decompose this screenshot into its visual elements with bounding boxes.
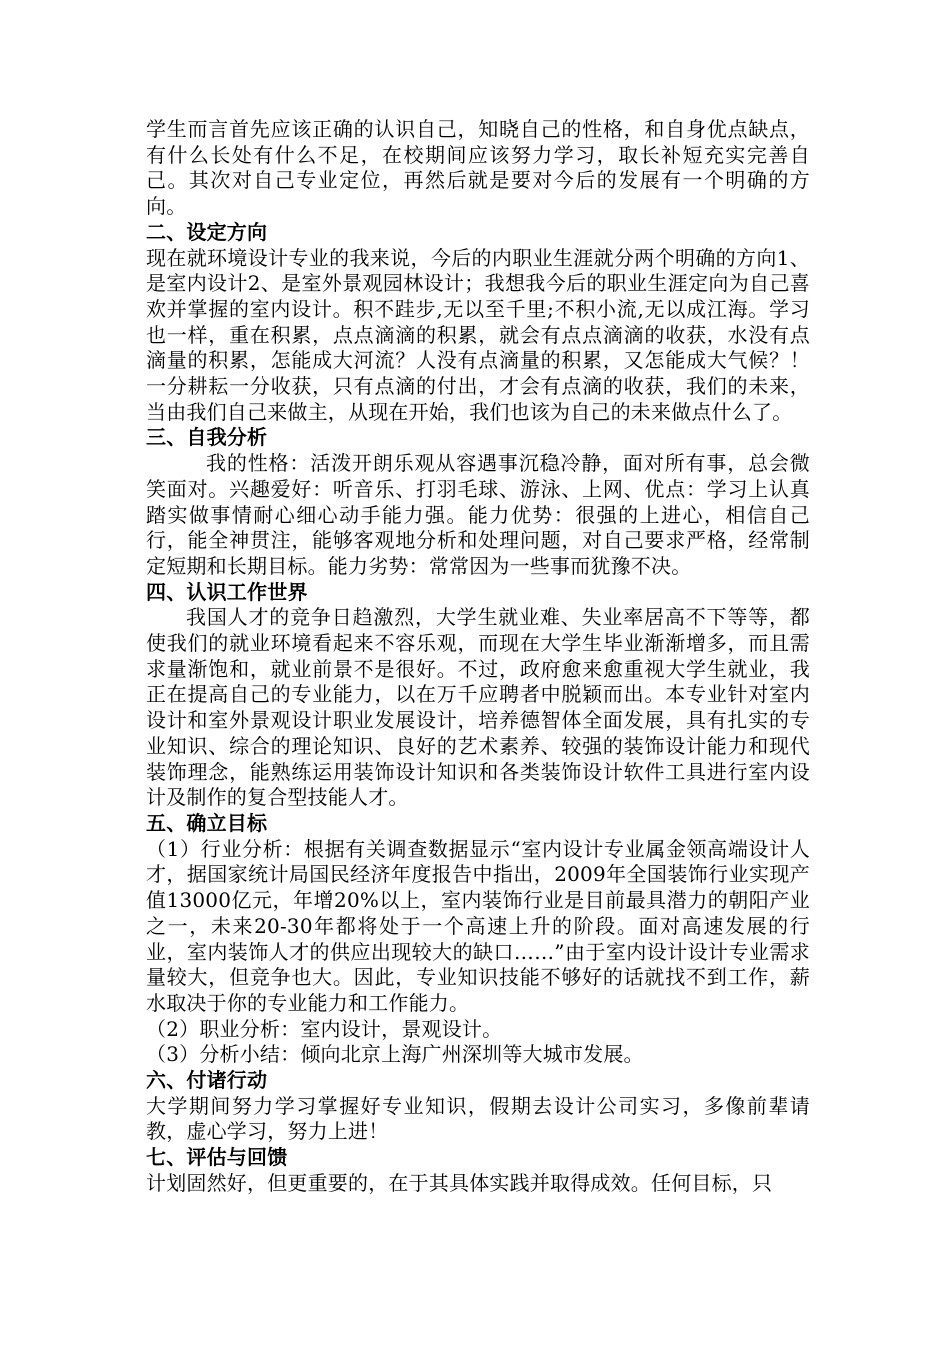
direction-paragraph: 现在就环境设计专业的我来说，今后的内职业生涯就分两个明确的方向1、是室内设计2、是室外景观园林设计；我想我今后的职业生涯定向为自己喜欢并掌握的室内设计。积不跬步,无以至千里;不积小流,无以成江海。学习也一样，重在积累，点点滴滴的积累，就会有点点滴滴的收获，水没有点滴量的积累，怎能成大河流？人没有点滴量的积累，又怎能成大气候？！一分耕耘一分收获，只有点滴的付出，才会有点滴的收获，我们的未来，当由我们自己来做主，从现在开始，我们也该为自己的未来做点什么了。 bbox=[146, 245, 810, 424]
work-world-paragraph: 我国人才的竞争日趋激烈，大学生就业难、失业率居高不下等等，都使我们的就业环境看起来不容乐观，而现在大学生毕业渐渐增多，而且需求量渐饱和，就业前景不是很好。不过，政府愈来愈重视大学生就业，我正在提高自己的专业能力，以在万千应聘者中脱颖而出。本专业针对室内设计和室外景观设计职业发展设计，培养德智体全面发展，具有扎实的专业知识、综合的理论知识、良好的艺术素养、较强的装饰设计能力和现代装饰理念，能熟练运用装饰设计知识和各类装饰设计软件工具进行室内设计及制作的复合型技能人才。 bbox=[146, 605, 810, 810]
section-heading-direction: 二、设定方向 bbox=[146, 219, 268, 244]
section-heading-self-analysis: 三、自我分析 bbox=[146, 425, 268, 450]
section-heading-work-world: 四、认识工作世界 bbox=[146, 579, 308, 604]
evaluation-paragraph: 计划固然好，但更重要的，在于其具体实践并取得成效。任何目标，只 bbox=[146, 1170, 773, 1195]
section-heading-goals: 五、确立目标 bbox=[146, 810, 268, 835]
section-heading-evaluation: 七、评估与回馈 bbox=[146, 1145, 288, 1170]
intro-paragraph: 学生而言首先应该正确的认识自己，知晓自己的性格，和自身优点缺点，有什么长处有什么不足，在校期间应该努力学习，取长补短充实完善自己。其次对自己专业定位，再然后就是要对今后的发展有一个明确的方向。 bbox=[146, 117, 810, 219]
goals-item-career: （2）职业分析：室内设计，景观设计。 bbox=[146, 1016, 503, 1041]
goals-item-summary: （3）分析小结：倾向北京上海广州深圳等大城市发展。 bbox=[146, 1042, 644, 1067]
section-heading-action: 六、付诸行动 bbox=[146, 1068, 268, 1093]
document-body bbox=[146, 117, 810, 1197]
goals-item-industry: （1）行业分析：根据有关调查数据显示“室内设计专业属金领高端设计人才，据国家统计局国民经济年度报告中指出，2009年全国装饰行业实现产值13000亿元，年增20%以上，室内装饰行业是目前最具潜力的朝阳产业之一，未来20-30年都将处于一个高速上升的阶段。面对高速发展的行业，室内装饰人才的供应出现较大的缺口……”由于室内设计设计专业需求量较大，但竞争也大。因此，专业知识技能不够好的话就找不到工作，薪水取决于你的专业能力和工作能力。 bbox=[146, 836, 810, 1015]
action-paragraph: 大学期间努力学习掌握好专业知识，假期去设计公司实习，多像前辈请教，虚心学习，努力上进！ bbox=[146, 1093, 810, 1144]
self-analysis-paragraph: 我的性格：活泼开朗乐观从容遇事沉稳冷静，面对所有事，总会微笑面对。兴趣爱好：听音乐、打羽毛球、游泳、上网、优点：学习上认真踏实做事情耐心细心动手能力强。能力优势：很强的上进心，相信自己行，能全神贯注，能够客观地分析和处理问题，对自己要求严格，经常制定短期和长期目标。能力劣势：常常因为一些事而犹豫不决。 bbox=[146, 451, 810, 578]
